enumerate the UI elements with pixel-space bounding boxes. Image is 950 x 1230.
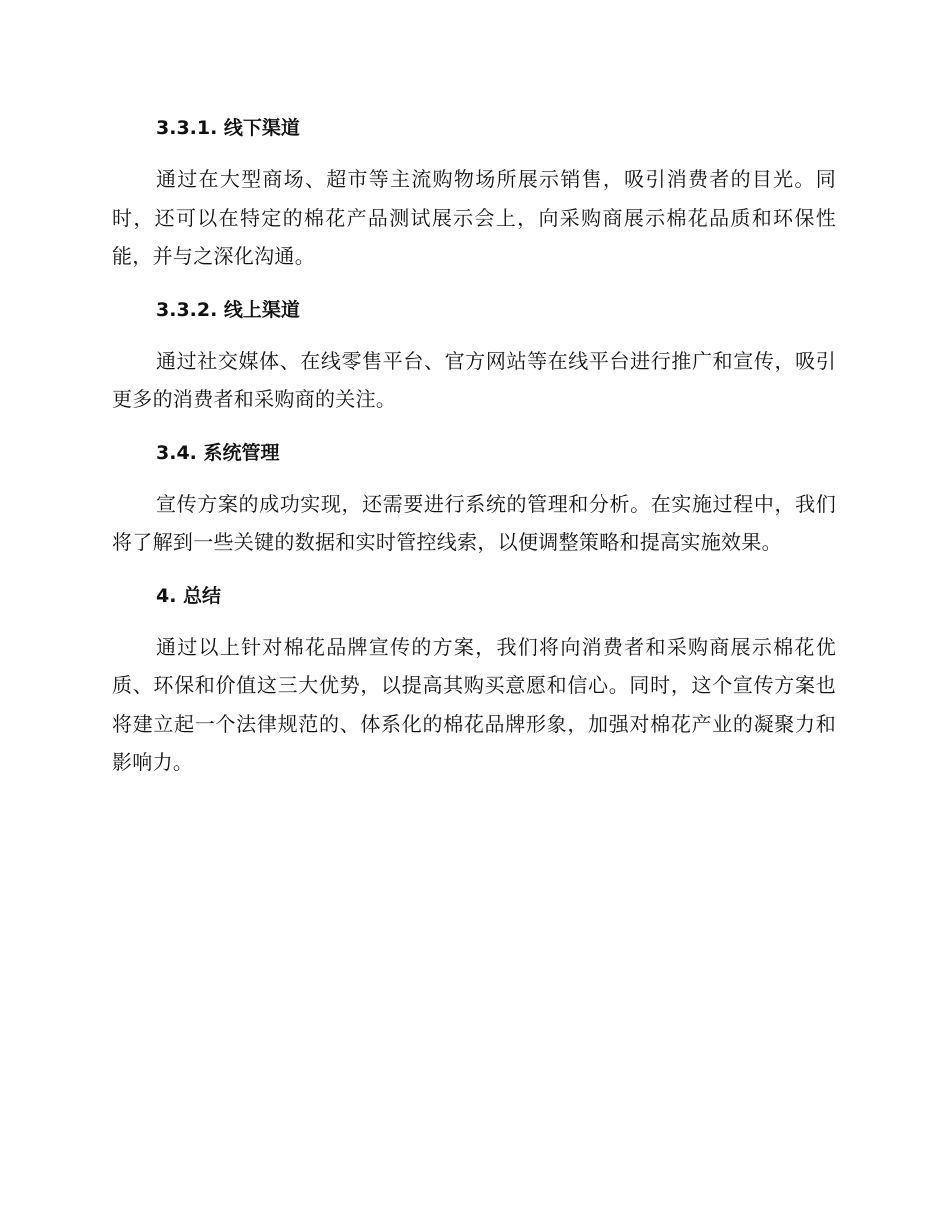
section-paragraph-online-channels: 通过社交媒体、在线零售平台、官方网站等在线平台进行推广和宣传，吸引更多的消费者和采购商的关注。 [112, 348, 836, 411]
document-body [112, 108, 836, 782]
section-heading-online-channels: 3.3.2. 线上渠道 [156, 298, 300, 321]
section-paragraph-system-management: 宣传方案的成功实现，还需要进行系统的管理和分析。在实施过程中，我们将了解到一些关键的数据和实时管控线索，以便调整策略和提高实施效果。 [112, 491, 836, 554]
section-paragraph-offline-channels: 通过在大型商场、超市等主流购物场所展示销售，吸引消费者的目光。同时，还可以在特定的棉花产品测试展示会上，向采购商展示棉花品质和环保性能，并与之深化沟通。 [112, 167, 836, 268]
section-heading-summary: 4. 总结 [156, 584, 222, 607]
section-paragraph-summary: 通过以上针对棉花品牌宣传的方案，我们将向消费者和采购商展示棉花优质、环保和价值这三大优势，以提高其购买意愿和信心。同时，这个宣传方案也将建立起一个法律规范的、体系化的棉花品牌形象，加强对棉花产业的凝聚力和影响力。 [112, 634, 836, 774]
section-heading-system-management: 3.4. 系统管理 [156, 441, 280, 464]
section-heading-offline-channels: 3.3.1. 线下渠道 [156, 117, 300, 139]
